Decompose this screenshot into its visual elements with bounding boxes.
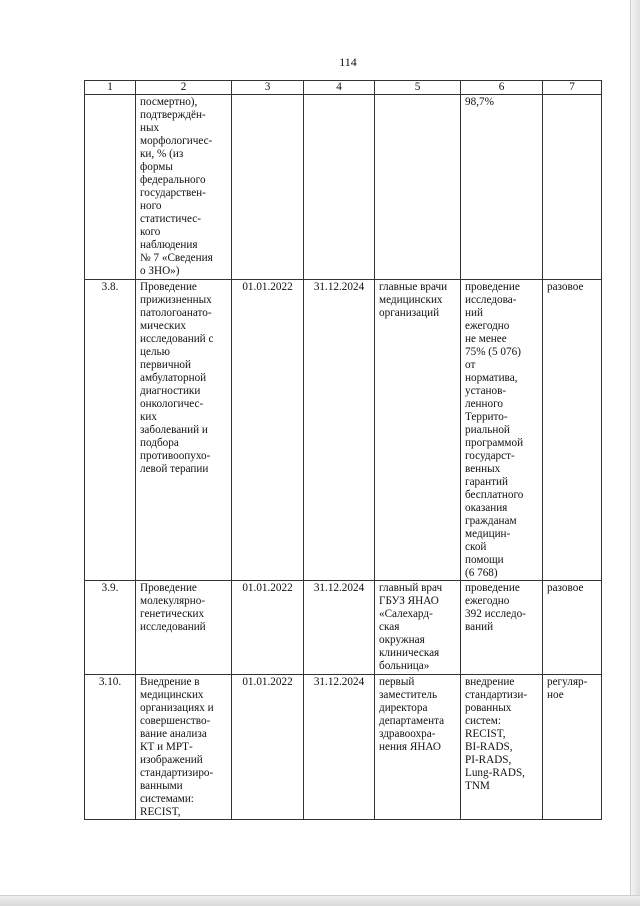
table-row bbox=[85, 675, 602, 820]
measure-cell: Проведение молекулярно- генетических исследований bbox=[136, 581, 232, 675]
row-number: 3.9. bbox=[85, 581, 136, 675]
executor-cell: главные врачи медицинских организаций bbox=[375, 280, 461, 581]
measure-cell: Внедрение в медицинских организациях и совершенство- вание анализа КТ и МРТ- изображений стандартизиро- ванными системами: RECIST, bbox=[136, 675, 232, 820]
column-number: 2 bbox=[136, 81, 232, 95]
page-number: 114 bbox=[339, 55, 357, 69]
result-cell: 98,7% bbox=[461, 95, 543, 280]
table-row bbox=[85, 280, 602, 581]
executor-cell bbox=[375, 95, 461, 280]
column-number: 7 bbox=[543, 81, 602, 95]
column-number: 4 bbox=[304, 81, 375, 95]
result-cell: проведение исследова- ний ежегодно не менее 75% (5 076) от норматива, установ- ленного Террито- риальной программой государст- венных гарантий бесплатного оказания гражданам медицин- ской помощи (6 768) bbox=[461, 280, 543, 581]
column-number: 3 bbox=[232, 81, 304, 95]
start-date-cell: 01.01.2022 bbox=[232, 675, 304, 820]
row-number: 3.8. bbox=[85, 280, 136, 581]
end-date-cell: 31.12.2024 bbox=[304, 675, 375, 820]
start-date-cell: 01.01.2022 bbox=[232, 581, 304, 675]
type-cell bbox=[543, 95, 602, 280]
start-date-cell bbox=[232, 95, 304, 280]
executor-cell: главный врач ГБУЗ ЯНАО «Салехард- ская окружная клиническая больница» bbox=[375, 581, 461, 675]
row-number: 3.10. bbox=[85, 675, 136, 820]
type-cell: регуляр- ное bbox=[543, 675, 602, 820]
row-number bbox=[85, 95, 136, 280]
end-date-cell: 31.12.2024 bbox=[304, 280, 375, 581]
column-number-row bbox=[85, 81, 602, 95]
result-cell: внедрение стандартизи- рованных систем: RECIST, BI-RADS, PI-RADS, Lung-RADS, TNM bbox=[461, 675, 543, 820]
page-edge-bottom bbox=[0, 895, 640, 906]
column-number: 1 bbox=[85, 81, 136, 95]
table-row bbox=[85, 581, 602, 675]
measure-cell: Проведение прижизненных патологоанато- мических исследований с целью первичной амбулаторной диагностики онкологичес- ких заболеваний и подбора противоопухо- левой терапии bbox=[136, 280, 232, 581]
column-number: 5 bbox=[375, 81, 461, 95]
page-edge-right bbox=[630, 0, 640, 905]
type-cell: разовое bbox=[543, 280, 602, 581]
start-date-cell: 01.01.2022 bbox=[232, 280, 304, 581]
table-row bbox=[85, 95, 602, 280]
result-cell: проведение ежегодно 392 исследо- ваний bbox=[461, 581, 543, 675]
column-number: 6 bbox=[461, 81, 543, 95]
end-date-cell: 31.12.2024 bbox=[304, 581, 375, 675]
end-date-cell bbox=[304, 95, 375, 280]
measures-table bbox=[84, 80, 602, 820]
measure-cell: посмертно), подтверждён- ных морфологичес- ки, % (из формы федерального государствен- ного статистичес- кого наблюдения № 7 «Сведения о ЗНО») bbox=[136, 95, 232, 280]
executor-cell: первый заместитель директора департамента здравоохра- нения ЯНАО bbox=[375, 675, 461, 820]
type-cell: разовое bbox=[543, 581, 602, 675]
